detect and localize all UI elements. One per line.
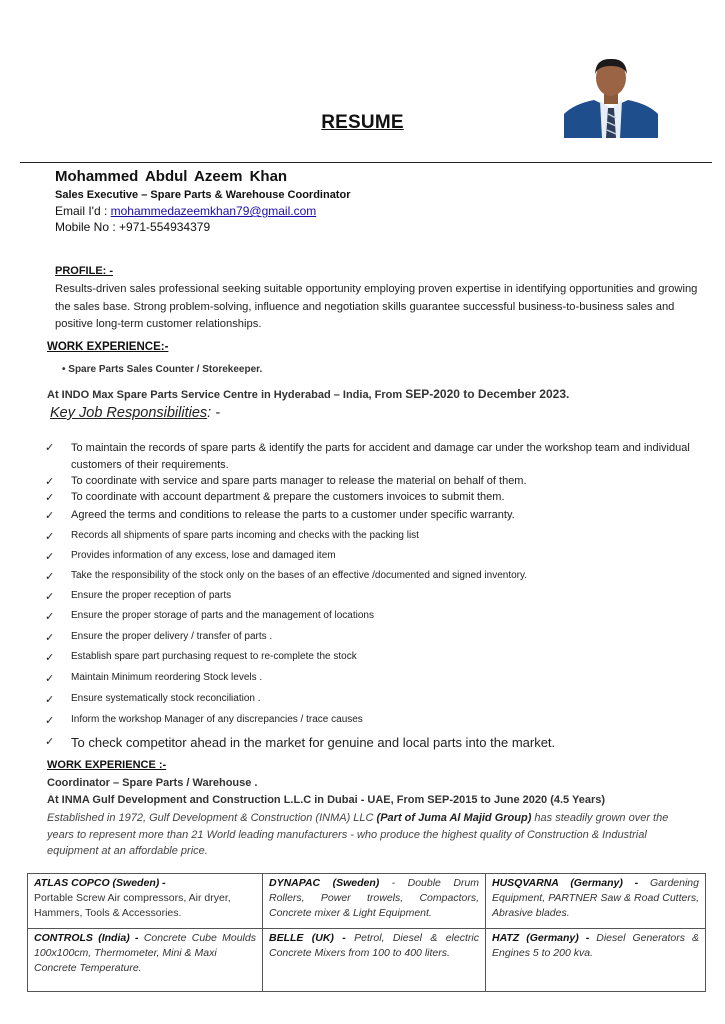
work-experience-heading-1: WORK EXPERIENCE:- (47, 341, 169, 353)
table-cell: HUSQVARNA (Germany) - Gardening Equipment, PARTNER Saw & Road Cutters, Abrasive blades. (486, 874, 706, 929)
work-experience-heading-2: WORK EXPERIENCE :- (47, 759, 167, 771)
mobile-label: Mobile No : (55, 220, 120, 234)
check-icon: ✓ (45, 571, 55, 583)
list-item: ✓ Agreed the terms and conditions to release the parts to a customer under specific warranty. (45, 509, 515, 522)
responsibilities-label: Key Job Responsibilities (50, 405, 208, 421)
list-item: ✓ To coordinate with account department & prepare the customers invoices to submit them. (45, 491, 505, 504)
responsibilities-heading (50, 405, 220, 421)
email-link[interactable]: mohammedazeemkhan79@gmail.com (110, 204, 317, 218)
check-icon: ✓ (45, 611, 55, 623)
check-icon: ✓ (45, 476, 55, 488)
table-row (28, 929, 706, 992)
table-cell: CONTROLS (India) - Concrete Cube Moulds 100x100cm, Thermometer, Mini & Maxi Concrete Temperature. (28, 929, 263, 992)
list-item: ✓ Records all shipments of spare parts incoming and checks with the packing list (45, 530, 419, 543)
list-item: ✓ Inform the workshop Manager of any discrepancies / trace causes (45, 714, 363, 727)
list-item: ✓ To maintain the records of spare parts & identify the parts for accident and damage car under the workshop team and individual customers of their requirements. (45, 442, 690, 471)
list-item: ✓ Ensure the proper storage of parts and the management of locations (45, 610, 374, 623)
list-item: ✓ Ensure the proper reception of parts (45, 590, 232, 603)
list-item: ✓ To coordinate with service and spare parts manager to release the material on behalf of them. (45, 475, 527, 488)
header-divider (20, 162, 712, 163)
check-icon: ✓ (45, 632, 55, 644)
list-item: ✓ Take the responsibility of the stock only on the bases of an effective /documented and signed inventory. (45, 570, 528, 583)
table-cell: BELLE (UK) - Petrol, Diesel & electric Concrete Mixers from 100 to 400 liters. (263, 929, 486, 992)
list-item: ✓ Ensure systematically stock reconciliation . (45, 693, 261, 706)
company-description: Established in 1972, Gulf Development & Construction (INMA) LLC (Part of Juma Al Majid Group) has steadily grown over the years to represent more than 21 World leading manufacturers - who produce the highest quality of Construction & Industrial equipment at an affordable price. (47, 812, 669, 857)
check-icon: ✓ (45, 736, 55, 748)
profile-heading: PROFILE: - (55, 265, 114, 277)
check-icon: ✓ (45, 531, 55, 543)
profile-photo (564, 56, 658, 138)
responsibilities-suffix: : - (207, 405, 221, 421)
candidate-name: Mohammed Abdul Azeem Khan (55, 168, 288, 185)
candidate-subtitle: Sales Executive – Spare Parts & Warehouse Coordinator (55, 189, 351, 201)
list-item: ✓ To check competitor ahead in the market for genuine and local parts into the market. (45, 735, 556, 750)
responsibilities-list (45, 440, 710, 755)
check-icon: ✓ (45, 673, 55, 685)
email-row (55, 204, 316, 218)
profile-text: Results-driven sales professional seeking suitable opportunity employing proven expertise in identifying opportunities and growing the sales base. Strong problem-solving, influence and negotiation skills guarantee successful business-to-business sales and positive long-term customer relationships. (55, 283, 698, 330)
list-item: ✓ Ensure the proper delivery / transfer of parts . (45, 631, 273, 644)
list-item: ✓ Establish spare part purchasing request to re-complete the stock (45, 651, 357, 664)
company-name-1: At INDO Max Spare Parts Service Centre in Hyderabad – India, From (47, 389, 406, 401)
job-role-1: • Spare Parts Sales Counter / Storekeeper. (62, 364, 263, 375)
employment-dates-1: SEP-2020 to December 2023. (405, 387, 570, 401)
check-icon: ✓ (45, 442, 55, 454)
email-label: Email I'd : (55, 204, 111, 218)
parent-group: (Part of Juma Al Majid Group) (376, 812, 532, 824)
portrait-icon (564, 56, 658, 138)
check-icon: ✓ (45, 551, 55, 563)
table-cell: HATZ (Germany) - Diesel Generators & Engines 5 to 200 kva. (486, 929, 706, 992)
brands-table (27, 873, 706, 992)
list-item: ✓ Maintain Minimum reordering Stock levels . (45, 672, 263, 685)
check-icon: ✓ (45, 715, 55, 727)
check-icon: ✓ (45, 694, 55, 706)
check-icon: ✓ (45, 591, 55, 603)
table-cell: DYNAPAC (Sweden) - Double Drum Rollers, Power trowels, Compactors, Concrete mixer & Light Equipment. (263, 874, 486, 929)
check-icon: ✓ (45, 652, 55, 664)
list-item: ✓ Provides information of any excess, lose and damaged item (45, 550, 336, 563)
mobile-number: +971-554934379 (119, 220, 211, 234)
check-icon: ✓ (45, 510, 55, 522)
job-role-2: Coordinator – Spare Parts / Warehouse . (47, 777, 258, 789)
table-cell: ATLAS COPCO (Sweden) - Portable Screw Air compressors, Air dryer, Hammers, Tools & Accessories. (28, 874, 263, 929)
check-icon: ✓ (45, 492, 55, 504)
company-line-1 (47, 387, 569, 401)
mobile-row (55, 220, 210, 234)
company-line-2: At INMA Gulf Development and Construction L.L.C in Dubai - UAE, From SEP-2015 to June 2020 (4.5 Years) (47, 794, 606, 806)
page-title: RESUME (321, 112, 404, 133)
table-row (28, 874, 706, 929)
